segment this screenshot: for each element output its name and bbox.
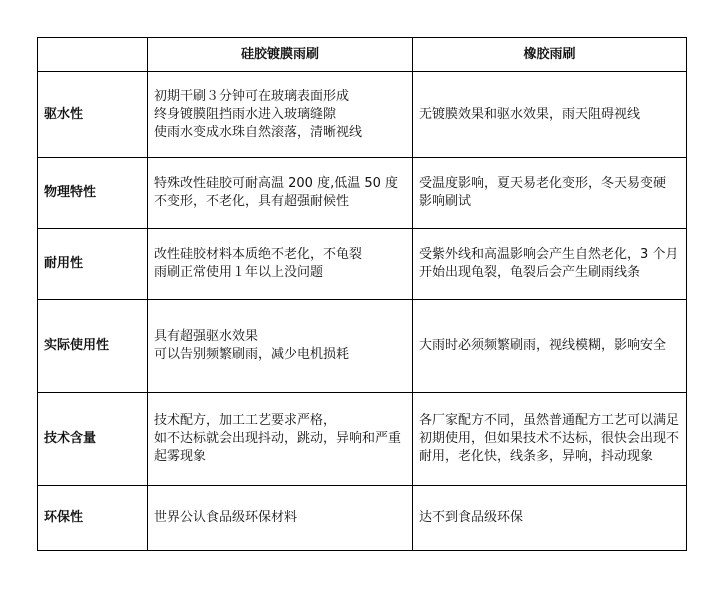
silicone-cell [148,393,413,486]
row-label: 技术含量 [38,393,148,486]
header-silicone-wiper: 硅胶镀膜雨刷 [148,38,413,72]
cell-line: 各厂家配方不同，虽然普通配方工艺可以满足初期使用，但如果技术不达标，很快会出现不耐用，老化快，线条多，异响，抖动现象 [419,413,680,464]
rubber-cell [413,229,687,300]
table-row [38,300,687,393]
row-label: 实际使用性 [38,300,148,393]
row-label: 驱水性 [38,72,148,158]
cell-line: 如不达标就会出现抖动，跳动，异响和严重起雾现象 [154,431,402,464]
cell-line: 改性硅胶材料本质绝不老化，不龟裂 [154,247,363,262]
row-label: 环保性 [38,486,148,551]
cell-line: 雨刷正常使用１年以上没问题 [154,265,324,280]
silicone-cell [148,229,413,300]
rubber-cell [413,72,687,158]
cell-line: 技术配方，加工工艺要求严格， [154,413,337,428]
row-label: 耐用性 [38,229,148,300]
cell-line: 可以告别频繁刷雨，减少电机损耗 [154,347,350,362]
silicone-cell [148,300,413,393]
silicone-cell [148,72,413,158]
cell-line: 终身镀膜阻挡雨水进入玻璃缝隙 [154,106,337,122]
header-row [38,38,687,72]
header-corner [38,38,148,72]
table-row [38,158,687,229]
header-rubber-wiper: 橡胶雨刷 [413,38,687,72]
cell-line: 受紫外线和高温影响会产生自然老化，3 个月开始出现龟裂，龟裂后会产生刷雨线条 [419,247,679,280]
silicone-cell [148,158,413,229]
comparison-table [37,37,687,551]
cell-line: 影响刷试 [419,194,472,209]
cell-line: 达不到食品级环保 [419,510,524,525]
rubber-cell [413,486,687,551]
cell-line: 受温度影响，夏天易老化变形，冬天易变硬 [419,176,667,191]
cell-line: 世界公认食品级环保材料 [154,510,298,525]
rubber-cell [413,393,687,486]
cell-line: 不变形，不老化，具有超强耐候性 [154,194,350,209]
cell-line: 大雨时必须频繁刷雨，视线模糊，影响安全 [419,338,667,353]
table-row [38,393,687,486]
row-label: 物理特性 [38,158,148,229]
table-row [38,486,687,551]
table-row [38,72,687,158]
cell-line: 特殊改性硅胶可耐高温 200 度,低温 50 度 [154,176,399,191]
cell-line: 无镀膜效果和驱水效果，雨天阻碍视线 [419,106,641,122]
rubber-cell [413,300,687,393]
cell-line: 初期干刷３分钟可在玻璃表面形成 [154,88,350,104]
cell-line: 具有超强驱水效果 [154,329,259,344]
table-row [38,229,687,300]
cell-line: 使雨水变成水珠自然滚落，清晰视线 [154,124,363,140]
rubber-cell [413,158,687,229]
silicone-cell [148,486,413,551]
